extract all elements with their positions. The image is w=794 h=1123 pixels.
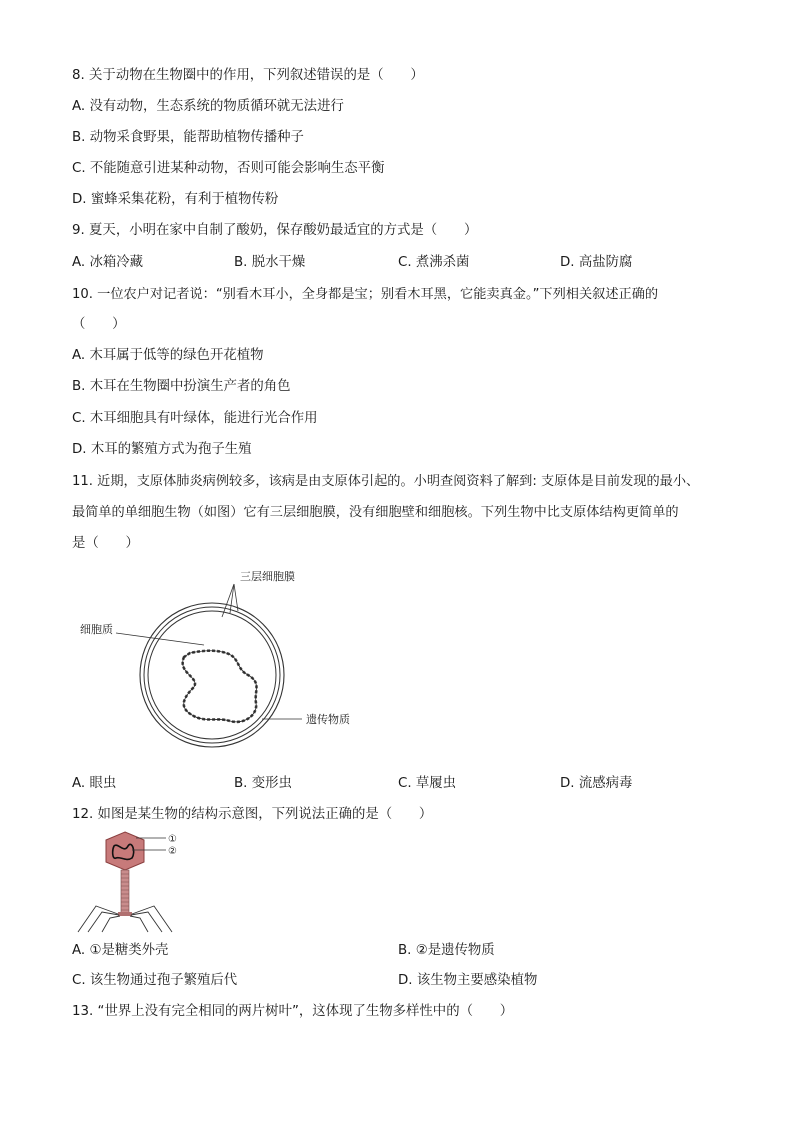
q9-option-a: A. 冰箱冷藏 <box>72 255 143 270</box>
q10-stem-line2: （ ） <box>72 317 126 332</box>
label-three-membranes: 三层细胞膜 <box>240 570 295 583</box>
bacteriophage-diagram <box>72 828 202 936</box>
q11-option-c: C. 草履虫 <box>398 776 457 791</box>
q9-stem: 9. 夏天，小明在家中自制了酸奶，保存酸奶最适宜的方式是（ ） <box>72 223 478 238</box>
q12-option-b: B. ②是遗传物质 <box>398 943 495 958</box>
label-2: ② <box>168 846 177 857</box>
q10-option-b: B. 木耳在生物圈中扮演生产者的角色 <box>72 379 291 394</box>
cytoplasm-pointer <box>116 633 204 645</box>
q8-stem: 8. 关于动物在生物圈中的作用，下列叙述错误的是（ ） <box>72 68 424 83</box>
q11-stem-line2: 最简单的单细胞生物（如图）它有三层细胞膜，没有细胞壁和细胞核。下列生物中比支原体结构更简单的 <box>72 505 679 520</box>
q11-option-d: D. 流感病毒 <box>560 776 633 791</box>
mycoplasma-diagram <box>72 565 372 775</box>
label-cytoplasm: 细胞质 <box>80 623 113 636</box>
q10-stem-line1: 10. 一位农户对记者说：“别看木耳小，全身都是宝；别看木耳黑，它能卖真金。”下列相关叙述正确的 <box>72 287 659 302</box>
q8-option-c: C. 不能随意引进某种动物，否则可能会影响生态平衡 <box>72 161 385 176</box>
q12-option-c: C. 该生物通过孢子繁殖后代 <box>72 973 238 988</box>
q10-option-c: C. 木耳细胞具有叶绿体，能进行光合作用 <box>72 411 318 426</box>
q10-option-d: D. 木耳的繁殖方式为孢子生殖 <box>72 442 252 457</box>
q9-option-c: C. 煮沸杀菌 <box>398 255 470 270</box>
q11-option-b: B. 变形虫 <box>234 776 292 791</box>
q8-option-a: A. 没有动物，生态系统的物质循环就无法进行 <box>72 99 344 114</box>
q9-option-d: D. 高盐防腐 <box>560 255 633 270</box>
label-1: ① <box>168 834 177 845</box>
q9-option-b: B. 脱水干燥 <box>234 255 306 270</box>
q13-stem: 13. “世界上没有完全相同的两片树叶”，这体现了生物多样性中的（ ） <box>72 1004 514 1019</box>
q12-stem: 12. 如图是某生物的结构示意图，下列说法正确的是（ ） <box>72 807 433 822</box>
q11-option-a: A. 眼虫 <box>72 776 117 791</box>
membrane-pointer-1 <box>222 584 234 617</box>
q11-stem-line1: 11. 近期，支原体肺炎病例较多，该病是由支原体引起的。小明查阅资料了解到: 支原体是目前发现的最小、 <box>72 474 700 489</box>
q8-option-d: D. 蜜蜂采集花粉，有利于植物传粉 <box>72 192 279 207</box>
label-genetic-material: 遗传物质 <box>306 713 350 726</box>
q8-option-b: B. 动物采食野果，能帮助植物传播种子 <box>72 130 304 145</box>
q10-option-a: A. 木耳属于低等的绿色开花植物 <box>72 348 264 363</box>
q11-stem-line3: 是（ ） <box>72 536 139 551</box>
q12-option-a: A. ①是糖类外壳 <box>72 943 169 958</box>
q12-option-d: D. 该生物主要感染植物 <box>398 973 538 988</box>
